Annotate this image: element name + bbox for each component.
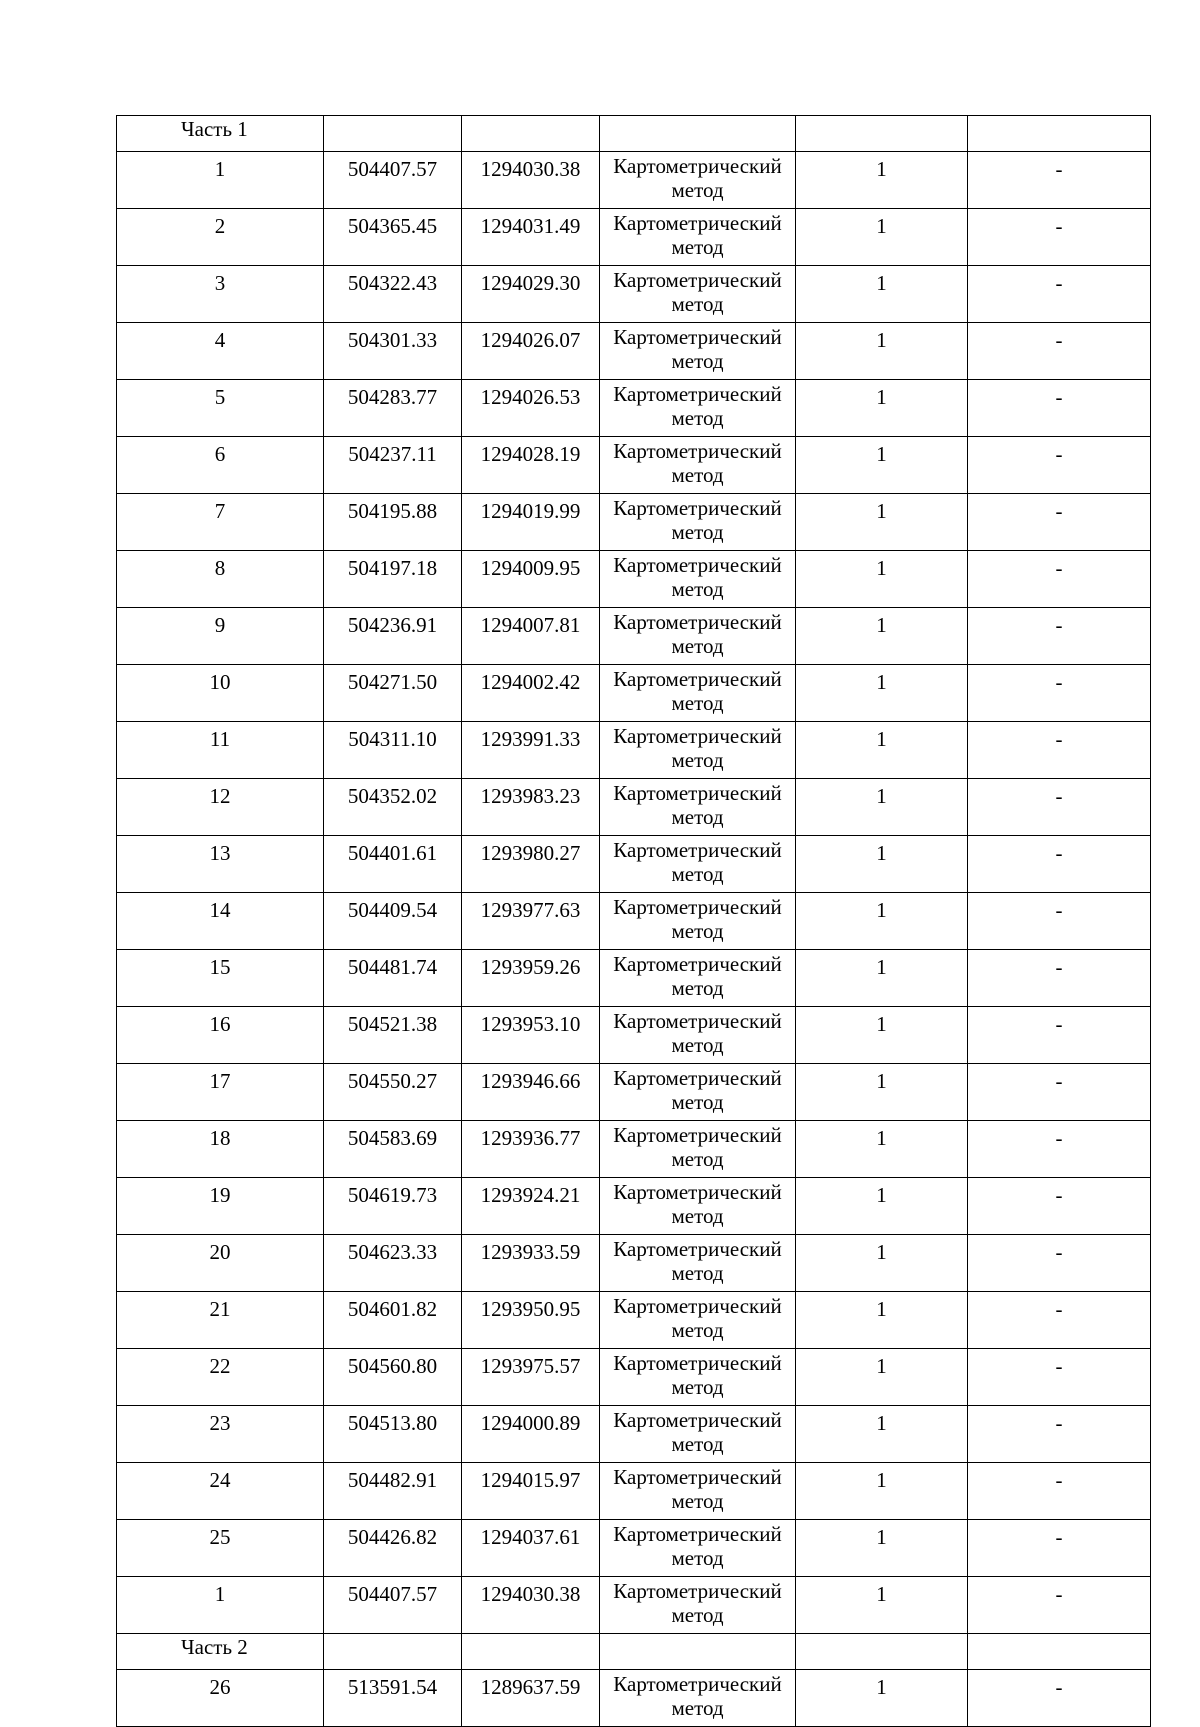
- method-cell: [600, 1520, 796, 1577]
- method-line-1: Картометрический: [613, 439, 782, 463]
- method-line-1: Картометрический: [613, 952, 782, 976]
- table-row: [117, 437, 1151, 494]
- method-line-2: метод: [671, 1147, 724, 1171]
- empty-cell: [968, 1634, 1151, 1670]
- coordinate-x: 504311.10: [324, 722, 462, 779]
- coordinate-x: 504195.88: [324, 494, 462, 551]
- table-row: [117, 1235, 1151, 1292]
- method-line-1: Картометрический: [613, 1066, 782, 1090]
- method-line-2: метод: [671, 1489, 724, 1513]
- coordinate-y: 1294019.99: [462, 494, 600, 551]
- method-line-1: Картометрический: [613, 724, 782, 748]
- table-row: [117, 836, 1151, 893]
- method-line-1: Картометрический: [613, 154, 782, 178]
- coordinate-y: 1293991.33: [462, 722, 600, 779]
- note-value: -: [968, 494, 1151, 551]
- empty-cell: [968, 116, 1151, 152]
- method-cell: [600, 209, 796, 266]
- point-number: 26: [117, 1670, 324, 1727]
- note-value: -: [968, 1463, 1151, 1520]
- section-label: Часть 1: [117, 116, 324, 152]
- accuracy-value: 1: [796, 722, 968, 779]
- coordinate-y: 1293975.57: [462, 1349, 600, 1406]
- method-cell: [600, 152, 796, 209]
- point-number: 18: [117, 1121, 324, 1178]
- accuracy-value: 1: [796, 266, 968, 323]
- method-line-2: метод: [671, 292, 724, 316]
- point-number: 24: [117, 1463, 324, 1520]
- accuracy-value: 1: [796, 1520, 968, 1577]
- point-number: 23: [117, 1406, 324, 1463]
- coordinate-y: 1289637.59: [462, 1670, 600, 1727]
- method-line-2: метод: [671, 1090, 724, 1114]
- method-line-1: Картометрический: [613, 1579, 782, 1603]
- coordinate-y: 1294009.95: [462, 551, 600, 608]
- table-row: [117, 323, 1151, 380]
- coordinate-x: 504482.91: [324, 1463, 462, 1520]
- accuracy-value: 1: [796, 1121, 968, 1178]
- note-value: -: [968, 1349, 1151, 1406]
- method-line-1: Картометрический: [613, 838, 782, 862]
- note-value: -: [968, 1406, 1151, 1463]
- method-cell: [600, 1670, 796, 1727]
- coordinate-x: 504352.02: [324, 779, 462, 836]
- coordinate-x: 513591.54: [324, 1670, 462, 1727]
- note-value: -: [968, 779, 1151, 836]
- method-line-2: метод: [671, 349, 724, 373]
- method-line-1: Картометрический: [613, 268, 782, 292]
- method-line-2: метод: [671, 406, 724, 430]
- coordinate-y: 1294030.38: [462, 1577, 600, 1634]
- method-cell: [600, 608, 796, 665]
- coordinate-x: 504601.82: [324, 1292, 462, 1349]
- method-line-1: Картометрический: [613, 1009, 782, 1033]
- table-row: [117, 1349, 1151, 1406]
- method-line-2: метод: [671, 862, 724, 886]
- method-cell: [600, 722, 796, 779]
- coordinate-y: 1294026.07: [462, 323, 600, 380]
- table-row: [117, 494, 1151, 551]
- coordinate-x: 504521.38: [324, 1007, 462, 1064]
- accuracy-value: 1: [796, 437, 968, 494]
- point-number: 4: [117, 323, 324, 380]
- method-cell: [600, 779, 796, 836]
- section-header-row: [117, 1634, 1151, 1670]
- method-cell: [600, 1406, 796, 1463]
- method-line-2: метод: [671, 577, 724, 601]
- empty-cell: [324, 1634, 462, 1670]
- table-row: [117, 1577, 1151, 1634]
- point-number: 11: [117, 722, 324, 779]
- method-cell: [600, 1235, 796, 1292]
- method-line-1: Картометрический: [613, 1672, 782, 1696]
- table-row: [117, 1670, 1151, 1727]
- note-value: -: [968, 665, 1151, 722]
- coordinate-y: 1294037.61: [462, 1520, 600, 1577]
- method-cell: [600, 437, 796, 494]
- method-line-1: Картометрический: [613, 1123, 782, 1147]
- method-cell: [600, 665, 796, 722]
- accuracy-value: 1: [796, 608, 968, 665]
- table-row: [117, 950, 1151, 1007]
- point-number: 2: [117, 209, 324, 266]
- coordinate-x: 504301.33: [324, 323, 462, 380]
- coordinates-table: [116, 115, 1151, 1727]
- section-label: Часть 2: [117, 1634, 324, 1670]
- coordinate-x: 504560.80: [324, 1349, 462, 1406]
- method-line-2: метод: [671, 1375, 724, 1399]
- note-value: -: [968, 437, 1151, 494]
- coordinate-y: 1294031.49: [462, 209, 600, 266]
- note-value: -: [968, 1577, 1151, 1634]
- table-row: [117, 1064, 1151, 1121]
- table-row: [117, 1178, 1151, 1235]
- point-number: 6: [117, 437, 324, 494]
- point-number: 14: [117, 893, 324, 950]
- accuracy-value: 1: [796, 152, 968, 209]
- table-row: [117, 266, 1151, 323]
- method-line-1: Картометрический: [613, 1465, 782, 1489]
- table-row: [117, 1292, 1151, 1349]
- method-line-1: Картометрический: [613, 1180, 782, 1204]
- method-line-2: метод: [671, 691, 724, 715]
- method-cell: [600, 1463, 796, 1520]
- method-line-2: метод: [671, 1603, 724, 1627]
- point-number: 17: [117, 1064, 324, 1121]
- note-value: -: [968, 209, 1151, 266]
- accuracy-value: 1: [796, 551, 968, 608]
- coordinate-y: 1294000.89: [462, 1406, 600, 1463]
- method-cell: [600, 1121, 796, 1178]
- table-row: [117, 209, 1151, 266]
- point-number: 1: [117, 1577, 324, 1634]
- accuracy-value: 1: [796, 1349, 968, 1406]
- empty-cell: [796, 116, 968, 152]
- method-line-1: Картометрический: [613, 496, 782, 520]
- accuracy-value: 1: [796, 665, 968, 722]
- method-line-1: Картометрический: [613, 610, 782, 634]
- method-line-1: Картометрический: [613, 382, 782, 406]
- coordinate-y: 1294030.38: [462, 152, 600, 209]
- accuracy-value: 1: [796, 1007, 968, 1064]
- table-row: [117, 779, 1151, 836]
- method-line-2: метод: [671, 520, 724, 544]
- note-value: -: [968, 1292, 1151, 1349]
- coordinate-y: 1294015.97: [462, 1463, 600, 1520]
- coordinate-x: 504365.45: [324, 209, 462, 266]
- table-row: [117, 1121, 1151, 1178]
- method-line-1: Картометрический: [613, 667, 782, 691]
- coordinate-y: 1294007.81: [462, 608, 600, 665]
- method-line-2: метод: [671, 748, 724, 772]
- accuracy-value: 1: [796, 494, 968, 551]
- coordinate-x: 504236.91: [324, 608, 462, 665]
- coordinate-x: 504407.57: [324, 152, 462, 209]
- coordinate-y: 1293977.63: [462, 893, 600, 950]
- document-page: [116, 115, 1150, 1727]
- method-line-2: метод: [671, 634, 724, 658]
- method-cell: [600, 1577, 796, 1634]
- coordinate-x: 504401.61: [324, 836, 462, 893]
- method-cell: [600, 1178, 796, 1235]
- accuracy-value: 1: [796, 1670, 968, 1727]
- note-value: -: [968, 551, 1151, 608]
- note-value: -: [968, 836, 1151, 893]
- coordinate-x: 504237.11: [324, 437, 462, 494]
- accuracy-value: 1: [796, 1577, 968, 1634]
- coordinate-x: 504407.57: [324, 1577, 462, 1634]
- method-line-2: метод: [671, 1204, 724, 1228]
- method-line-2: метод: [671, 1318, 724, 1342]
- note-value: -: [968, 1064, 1151, 1121]
- table-row: [117, 1406, 1151, 1463]
- method-line-1: Картометрический: [613, 1351, 782, 1375]
- section-header-row: [117, 116, 1151, 152]
- accuracy-value: 1: [796, 893, 968, 950]
- accuracy-value: 1: [796, 1292, 968, 1349]
- method-cell: [600, 266, 796, 323]
- empty-cell: [600, 116, 796, 152]
- coordinate-y: 1293924.21: [462, 1178, 600, 1235]
- note-value: -: [968, 380, 1151, 437]
- table-row: [117, 665, 1151, 722]
- coordinate-x: 504322.43: [324, 266, 462, 323]
- method-line-1: Картометрический: [613, 1408, 782, 1432]
- accuracy-value: 1: [796, 1235, 968, 1292]
- note-value: -: [968, 323, 1151, 380]
- method-line-1: Картометрический: [613, 1294, 782, 1318]
- method-line-1: Картометрический: [613, 781, 782, 805]
- coordinate-y: 1293950.95: [462, 1292, 600, 1349]
- point-number: 20: [117, 1235, 324, 1292]
- point-number: 21: [117, 1292, 324, 1349]
- coordinate-x: 504197.18: [324, 551, 462, 608]
- note-value: -: [968, 266, 1151, 323]
- point-number: 16: [117, 1007, 324, 1064]
- point-number: 3: [117, 266, 324, 323]
- coordinate-y: 1293946.66: [462, 1064, 600, 1121]
- method-line-2: метод: [671, 919, 724, 943]
- empty-cell: [600, 1634, 796, 1670]
- method-line-2: метод: [671, 1546, 724, 1570]
- method-line-2: метод: [671, 805, 724, 829]
- coordinate-x: 504426.82: [324, 1520, 462, 1577]
- note-value: -: [968, 152, 1151, 209]
- method-cell: [600, 836, 796, 893]
- empty-cell: [324, 116, 462, 152]
- point-number: 15: [117, 950, 324, 1007]
- table-row: [117, 380, 1151, 437]
- note-value: -: [968, 1178, 1151, 1235]
- table-row: [117, 608, 1151, 665]
- note-value: -: [968, 893, 1151, 950]
- accuracy-value: 1: [796, 1463, 968, 1520]
- coordinate-x: 504583.69: [324, 1121, 462, 1178]
- note-value: -: [968, 1235, 1151, 1292]
- method-cell: [600, 494, 796, 551]
- method-line-2: метод: [671, 235, 724, 259]
- method-line-2: метод: [671, 1261, 724, 1285]
- accuracy-value: 1: [796, 950, 968, 1007]
- point-number: 10: [117, 665, 324, 722]
- accuracy-value: 1: [796, 323, 968, 380]
- coordinate-y: 1294026.53: [462, 380, 600, 437]
- point-number: 19: [117, 1178, 324, 1235]
- coordinate-y: 1294002.42: [462, 665, 600, 722]
- note-value: -: [968, 1520, 1151, 1577]
- note-value: -: [968, 608, 1151, 665]
- coordinate-x: 504550.27: [324, 1064, 462, 1121]
- note-value: -: [968, 1670, 1151, 1727]
- note-value: -: [968, 1007, 1151, 1064]
- accuracy-value: 1: [796, 836, 968, 893]
- coordinate-y: 1294029.30: [462, 266, 600, 323]
- method-line-2: метод: [671, 976, 724, 1000]
- coordinate-x: 504619.73: [324, 1178, 462, 1235]
- method-cell: [600, 1007, 796, 1064]
- point-number: 12: [117, 779, 324, 836]
- point-number: 9: [117, 608, 324, 665]
- method-cell: [600, 323, 796, 380]
- coordinates-table-body: [117, 116, 1151, 1727]
- method-cell: [600, 380, 796, 437]
- accuracy-value: 1: [796, 1406, 968, 1463]
- accuracy-value: 1: [796, 1064, 968, 1121]
- table-row: [117, 152, 1151, 209]
- note-value: -: [968, 1121, 1151, 1178]
- accuracy-value: 1: [796, 209, 968, 266]
- method-line-1: Картометрический: [613, 1237, 782, 1261]
- coordinate-x: 504271.50: [324, 665, 462, 722]
- note-value: -: [968, 722, 1151, 779]
- method-line-1: Картометрический: [613, 895, 782, 919]
- method-line-2: метод: [671, 1432, 724, 1456]
- table-row: [117, 1007, 1151, 1064]
- method-line-2: метод: [671, 1696, 724, 1720]
- coordinate-y: 1294028.19: [462, 437, 600, 494]
- coordinate-x: 504481.74: [324, 950, 462, 1007]
- table-row: [117, 893, 1151, 950]
- method-cell: [600, 893, 796, 950]
- empty-cell: [462, 116, 600, 152]
- method-cell: [600, 1064, 796, 1121]
- method-line-2: метод: [671, 463, 724, 487]
- method-line-2: метод: [671, 178, 724, 202]
- accuracy-value: 1: [796, 380, 968, 437]
- point-number: 7: [117, 494, 324, 551]
- method-line-1: Картометрический: [613, 325, 782, 349]
- accuracy-value: 1: [796, 1178, 968, 1235]
- table-row: [117, 722, 1151, 779]
- point-number: 13: [117, 836, 324, 893]
- point-number: 25: [117, 1520, 324, 1577]
- coordinate-y: 1293953.10: [462, 1007, 600, 1064]
- point-number: 1: [117, 152, 324, 209]
- coordinate-y: 1293959.26: [462, 950, 600, 1007]
- table-row: [117, 1520, 1151, 1577]
- empty-cell: [796, 1634, 968, 1670]
- empty-cell: [462, 1634, 600, 1670]
- point-number: 8: [117, 551, 324, 608]
- coordinate-x: 504513.80: [324, 1406, 462, 1463]
- table-row: [117, 551, 1151, 608]
- coordinate-x: 504623.33: [324, 1235, 462, 1292]
- method-cell: [600, 950, 796, 1007]
- method-line-2: метод: [671, 1033, 724, 1057]
- note-value: -: [968, 950, 1151, 1007]
- method-cell: [600, 1349, 796, 1406]
- method-line-1: Картометрический: [613, 1522, 782, 1546]
- coordinate-y: 1293980.27: [462, 836, 600, 893]
- coordinate-y: 1293983.23: [462, 779, 600, 836]
- coordinate-y: 1293933.59: [462, 1235, 600, 1292]
- point-number: 5: [117, 380, 324, 437]
- method-line-1: Картометрический: [613, 553, 782, 577]
- accuracy-value: 1: [796, 779, 968, 836]
- point-number: 22: [117, 1349, 324, 1406]
- method-line-1: Картометрический: [613, 211, 782, 235]
- coordinate-x: 504409.54: [324, 893, 462, 950]
- method-cell: [600, 1292, 796, 1349]
- method-cell: [600, 551, 796, 608]
- coordinate-y: 1293936.77: [462, 1121, 600, 1178]
- coordinate-x: 504283.77: [324, 380, 462, 437]
- table-row: [117, 1463, 1151, 1520]
